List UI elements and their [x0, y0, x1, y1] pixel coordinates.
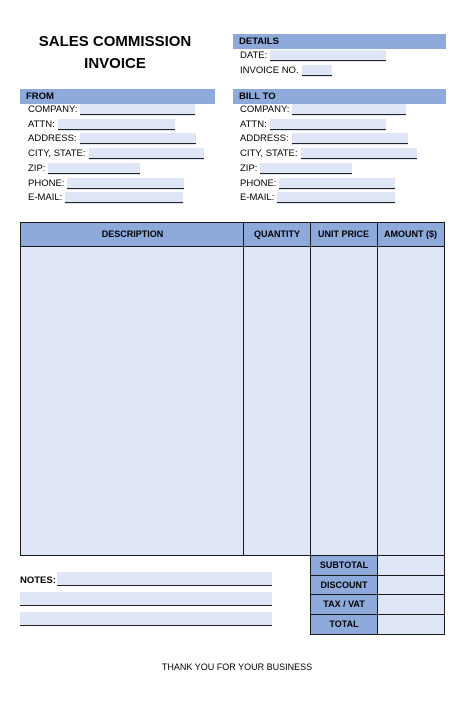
invoice-number-label: INVOICE NO.	[240, 65, 299, 76]
bill-email-row	[240, 192, 395, 204]
notes-line[interactable]	[20, 612, 272, 626]
from-attn-field[interactable]	[58, 119, 175, 131]
bill-phone-row	[240, 178, 395, 190]
bill-company-field[interactable]	[292, 104, 406, 116]
bill-zip-field[interactable]	[260, 163, 352, 175]
from-city-state-field[interactable]	[89, 148, 204, 160]
line-items-table	[20, 222, 445, 556]
notes-line[interactable]	[57, 572, 272, 586]
column-unit-price: UNIT PRICE	[317, 229, 369, 239]
from-address-label: ADDRESS:	[28, 133, 77, 144]
bill-email-label: E-MAIL:	[240, 192, 275, 203]
description-cell[interactable]	[21, 247, 243, 555]
subtotal-row	[311, 556, 444, 576]
date-field[interactable]	[270, 50, 386, 62]
from-phone-row	[28, 178, 184, 190]
from-zip-field[interactable]	[48, 163, 140, 175]
from-city-state-row	[28, 148, 204, 160]
quantity-cell[interactable]	[244, 247, 310, 555]
column-amount: AMOUNT ($)	[384, 229, 437, 239]
discount-row	[311, 576, 444, 596]
totals-table	[310, 555, 445, 635]
column-description: DESCRIPTION	[101, 229, 164, 239]
notes-line[interactable]	[20, 592, 272, 606]
total-field[interactable]	[378, 615, 444, 635]
total-row	[311, 615, 444, 635]
date-label: DATE:	[240, 50, 268, 61]
bill-company-label: COMPANY:	[240, 104, 290, 115]
amount-cell[interactable]	[378, 247, 444, 555]
bill-phone-label: PHONE:	[240, 178, 277, 189]
from-company-label: COMPANY:	[28, 104, 78, 115]
bill-address-row	[240, 133, 408, 145]
from-zip-row	[28, 163, 140, 175]
from-phone-field[interactable]	[67, 178, 184, 190]
table-header	[21, 223, 444, 247]
tax-label: TAX / VAT	[311, 595, 378, 614]
bill-to-header: BILL TO	[233, 89, 446, 104]
bill-city-state-label: CITY, STATE:	[240, 148, 298, 159]
from-company-field[interactable]	[80, 104, 195, 116]
bill-city-state-row	[240, 148, 417, 160]
bill-zip-label: ZIP:	[240, 163, 258, 174]
from-email-row	[28, 192, 183, 204]
total-label: TOTAL	[311, 615, 378, 635]
from-city-state-label: CITY, STATE:	[28, 148, 86, 159]
thank-you-footer: THANK YOU FOR YOUR BUSINESS	[161, 662, 313, 672]
bill-phone-field[interactable]	[279, 178, 395, 190]
invoice-number-field[interactable]	[302, 65, 332, 77]
from-address-row	[28, 133, 196, 145]
invoice-title-line1: SALES COMMISSION	[38, 33, 192, 50]
from-phone-label: PHONE:	[28, 178, 65, 189]
subtotal-field[interactable]	[378, 556, 444, 575]
notes-label: NOTES:	[20, 575, 56, 586]
from-email-label: E-MAIL:	[28, 192, 63, 203]
date-row	[240, 50, 386, 62]
from-attn-row	[28, 119, 175, 131]
bill-company-row	[240, 104, 406, 116]
bill-attn-field[interactable]	[270, 119, 386, 131]
from-email-field[interactable]	[65, 192, 183, 204]
tax-field[interactable]	[378, 595, 444, 614]
from-address-field[interactable]	[80, 133, 196, 145]
discount-label: DISCOUNT	[311, 576, 378, 595]
column-quantity: QUANTITY	[254, 229, 300, 239]
from-zip-label: ZIP:	[28, 163, 46, 174]
bill-attn-row	[240, 119, 386, 131]
invoice-title-line2: INVOICE	[84, 55, 146, 72]
from-header: FROM	[20, 89, 215, 104]
discount-field[interactable]	[378, 576, 444, 595]
from-company-row	[28, 104, 195, 116]
bill-city-state-field[interactable]	[301, 148, 417, 160]
unit-price-cell[interactable]	[311, 247, 377, 555]
tax-row	[311, 595, 444, 615]
bill-address-field[interactable]	[292, 133, 408, 145]
details-header: DETAILS	[233, 34, 446, 49]
bill-email-field[interactable]	[277, 192, 395, 204]
subtotal-label: SUBTOTAL	[311, 556, 378, 575]
bill-address-label: ADDRESS:	[240, 133, 289, 144]
from-attn-label: ATTN:	[28, 119, 55, 130]
invoice-number-row	[240, 65, 332, 77]
bill-zip-row	[240, 163, 352, 175]
bill-attn-label: ATTN:	[240, 119, 267, 130]
